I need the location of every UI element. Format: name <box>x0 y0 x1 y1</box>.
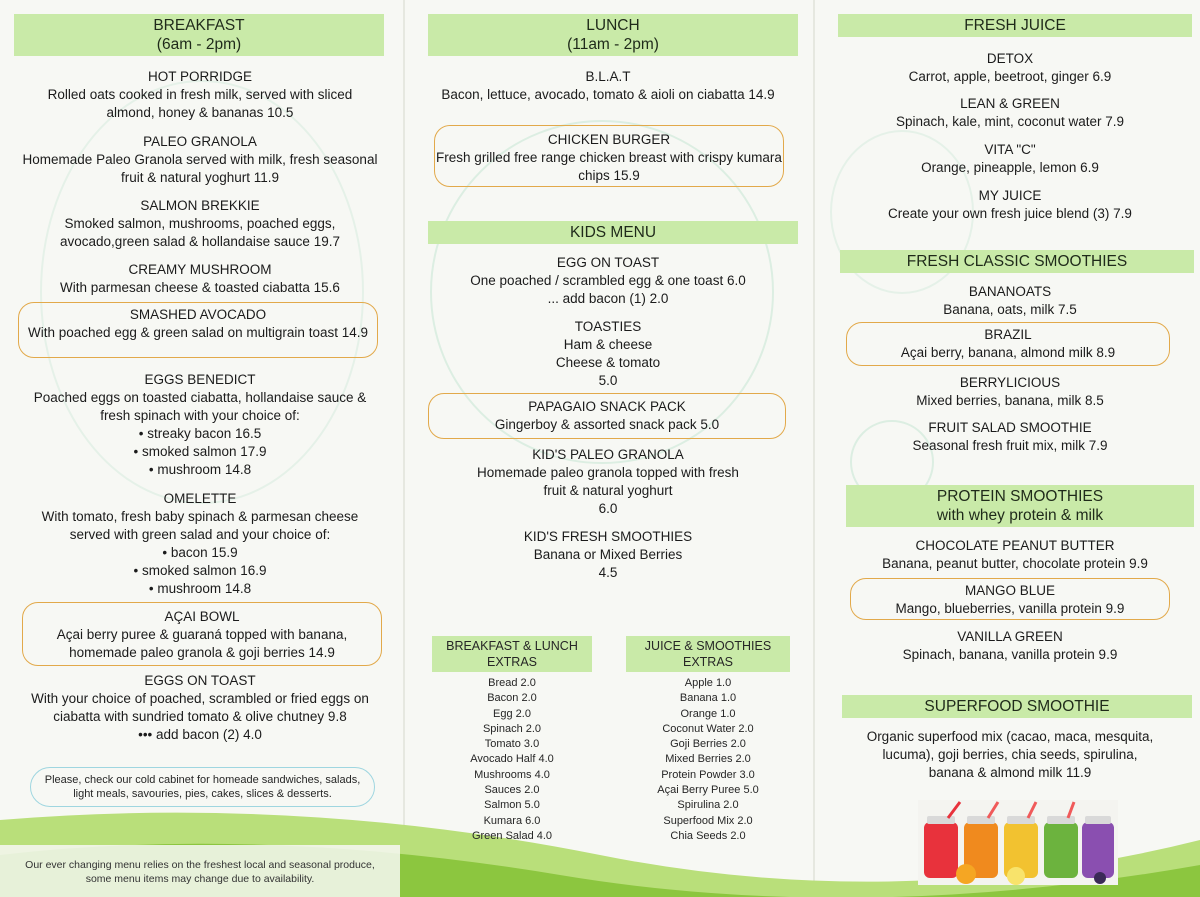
extra-item: Green Salad 4.0 <box>471 829 553 842</box>
menu-item <box>830 537 1200 573</box>
item-desc: Poached eggs on toasted ciabatta, hollandaise sauce & fresh spinach with your choice of: <box>33 390 367 423</box>
extra-item: Mushrooms 4.0 <box>474 768 550 781</box>
food-extras-header: BREAKFAST & LUNCH EXTRAS <box>432 636 592 672</box>
extra-item: Banana 1.0 <box>679 692 737 705</box>
menu-item-highlighted <box>22 602 382 666</box>
cold-cabinet-note: Please, check our cold cabinet for homeade sandwiches, salads, light meals, savouries, pies, cakes, slices & desserts. <box>30 767 375 807</box>
item-desc: Spinach, kale, mint, coconut water 7.9 <box>895 114 1125 129</box>
item-name: LEAN & GREEN <box>960 96 1060 111</box>
protein-header <box>846 485 1194 527</box>
item-name: AÇAI BOWL <box>164 609 240 624</box>
breakfast-panel <box>0 0 400 897</box>
kids-header <box>428 221 798 244</box>
menu-item <box>830 374 1190 410</box>
extra-item: Avocado Half 4.0 <box>470 753 554 766</box>
extra-item: Orange 1.0 <box>680 707 736 720</box>
item-name: BERRYLICIOUS <box>959 375 1061 390</box>
item-desc: Gingerboy & assorted snack pack 5.0 <box>494 417 720 432</box>
item-name: MY JUICE <box>978 188 1042 203</box>
item-line: Ham & cheese <box>563 337 653 352</box>
item-name: EGGS BENEDICT <box>144 372 256 387</box>
extra-item: Tomato 3.0 <box>484 738 540 751</box>
item-line: 5.0 <box>598 373 618 388</box>
item-name: KID'S PALEO GRANOLA <box>532 447 684 462</box>
menu-item-highlighted <box>434 125 784 187</box>
item-desc: One poached / scrambled egg & one toast 6.0 <box>470 273 746 288</box>
extra-item: Egg 2.0 <box>493 707 531 720</box>
item-desc: Create your own fresh juice blend (3) 7.9 <box>888 206 1132 221</box>
item-name: TOASTIES <box>574 319 642 334</box>
superfood-header <box>842 695 1192 718</box>
item-desc: Carrot, apple, beetroot, ginger 6.9 <box>908 69 1112 84</box>
extra-item: Bacon 2.0 <box>487 692 537 705</box>
menu-item-highlighted <box>850 578 1170 620</box>
item-desc: With tomato, fresh baby spinach & parmesan cheese served with green salad and your choice of: <box>41 509 359 542</box>
item-name: EGGS ON TOAST <box>144 673 256 688</box>
item-option: • mushroom 14.8 <box>148 581 252 596</box>
menu-item <box>830 141 1190 177</box>
menu-item <box>430 446 786 518</box>
item-desc: Bacon, lettuce, avocado, tomato & aioli on ciabatta 14.9 <box>441 87 775 102</box>
extra-item: Goji Berries 2.0 <box>670 738 746 751</box>
item-desc: Mango, blueberries, vanilla protein 9.9 <box>895 601 1125 616</box>
extra-item: Chia Seeds 2.0 <box>670 829 746 842</box>
item-name: HOT PORRIDGE <box>147 69 252 84</box>
menu-item <box>430 68 786 104</box>
menu-item <box>22 197 378 251</box>
lunch-kids-panel <box>410 0 810 897</box>
item-price: 4.5 <box>598 565 618 580</box>
menu-item <box>22 68 378 122</box>
item-name: KID'S FRESH SMOOTHIES <box>523 529 693 544</box>
drink-extras-list <box>626 676 790 844</box>
menu-item <box>22 490 378 598</box>
juice-header <box>838 14 1192 37</box>
food-extras-list <box>432 676 592 844</box>
item-desc: Rolled oats cooked in fresh milk, served with sliced almond, honey & bananas 10.5 <box>47 87 353 120</box>
item-option: • smoked salmon 17.9 <box>133 444 267 459</box>
lunch-title: LUNCH <box>586 17 640 34</box>
menu-item <box>22 261 378 297</box>
item-desc: Banana, peanut butter, chocolate protein 9.9 <box>882 556 1148 571</box>
item-name: CREAMY MUSHROOM <box>128 262 272 277</box>
menu-item-highlighted <box>846 322 1170 366</box>
lunch-hours: (11am - 2pm) <box>567 36 659 53</box>
menu-item <box>22 133 378 187</box>
footer-disclaimer: Our ever changing menu relies on the freshest local and seasonal produce, some menu items may change due to availability. <box>25 859 375 885</box>
extra-item: Coconut Water 2.0 <box>662 722 754 735</box>
item-desc: Açai berry, banana, almond milk 8.9 <box>900 345 1116 360</box>
item-name: OMELETTE <box>163 491 237 506</box>
item-extra: ... add bacon (1) 2.0 <box>547 291 669 306</box>
breakfast-hours: (6am - 2pm) <box>156 36 242 53</box>
item-option: ••• add bacon (2) 4.0 <box>138 727 262 742</box>
item-desc: Banana or Mixed Berries <box>533 547 683 562</box>
menu-item <box>830 187 1190 223</box>
item-desc: Orange, pineapple, lemon 6.9 <box>921 160 1099 175</box>
extra-item: Salmon 5.0 <box>484 799 540 812</box>
item-desc: With parmesan cheese & toasted ciabatta 15.6 <box>60 280 340 295</box>
menu-item-highlighted <box>18 302 378 358</box>
menu-item <box>830 628 1190 664</box>
fold-line <box>813 0 815 897</box>
classic-title: FRESH CLASSIC SMOOTHIES <box>906 253 1128 270</box>
menu-item <box>830 95 1190 131</box>
item-name: SALMON BREKKIE <box>140 198 260 213</box>
item-name: VITA "C" <box>984 142 1036 157</box>
menu-item <box>430 528 786 582</box>
item-name: BANANOATS <box>968 284 1052 299</box>
extra-item: Mixed Berries 2.0 <box>665 753 751 766</box>
item-name: DETOX <box>986 51 1034 66</box>
item-name: CHOCOLATE PEANUT BUTTER <box>915 538 1115 553</box>
menu-item-highlighted <box>428 393 786 439</box>
drink-extras-header: JUICE & SMOOTHIES EXTRAS <box>626 636 790 672</box>
smoothie-jars-icon <box>918 800 1118 885</box>
item-desc: Mixed berries, banana, milk 8.5 <box>916 393 1104 408</box>
breakfast-title: BREAKFAST <box>153 17 245 34</box>
item-option: • bacon 15.9 <box>162 545 238 560</box>
item-desc: With your choice of poached, scrambled or fried eggs on ciabatta with sundried tomato & olive chutney 9.8 <box>31 691 369 724</box>
extra-item: Spirulina 2.0 <box>677 799 739 812</box>
menu-item <box>430 254 786 308</box>
menu-item <box>830 419 1190 455</box>
item-option: • mushroom 14.8 <box>148 462 252 477</box>
menu-item <box>430 318 786 390</box>
menu-item <box>830 50 1190 86</box>
extra-item: Apple 1.0 <box>684 677 732 689</box>
drinks-panel <box>820 0 1200 897</box>
item-desc: Spinach, banana, vanilla protein 9.9 <box>902 647 1118 662</box>
item-price: 6.0 <box>598 501 618 516</box>
item-desc: Seasonal fresh fruit mix, milk 7.9 <box>912 438 1108 453</box>
item-desc: Organic superfood mix (cacao, maca, mesquita, lucuma), goji berries, chia seeds, spirulina, banana & almond milk 11.9 <box>866 729 1154 780</box>
extra-item: Spinach 2.0 <box>482 722 542 735</box>
item-desc: Homemade paleo granola topped with fresh fruit & natural yoghurt <box>477 465 739 498</box>
item-option: • smoked salmon 16.9 <box>133 563 267 578</box>
item-name: CHICKEN BURGER <box>547 132 671 147</box>
item-desc: Fresh grilled free range chicken breast with crispy kumara chips 15.9 <box>436 150 782 183</box>
item-name: SMASHED AVOCADO <box>129 307 267 322</box>
juice-title: FRESH JUICE <box>964 17 1066 34</box>
item-name: FRUIT SALAD SMOOTHIE <box>928 420 1092 435</box>
breakfast-header <box>14 14 384 56</box>
item-desc: With poached egg & green salad on multigrain toast 14.9 <box>28 325 368 340</box>
item-name: PALEO GRANOLA <box>143 134 257 149</box>
fold-line <box>403 0 405 897</box>
item-desc: Homemade Paleo Granola served with milk, fresh seasonal fruit & natural yoghurt 11.9 <box>22 152 378 185</box>
extra-item: Sauces 2.0 <box>484 784 540 797</box>
item-name: MANGO BLUE <box>964 583 1056 598</box>
item-option: • streaky bacon 16.5 <box>138 426 262 441</box>
extra-item: Protein Powder 3.0 <box>661 768 755 781</box>
extra-item: Kumara 6.0 <box>483 814 541 827</box>
extra-item: Bread 2.0 <box>488 677 536 689</box>
menu-item <box>830 283 1190 319</box>
item-name: PAPAGAIO SNACK PACK <box>528 399 686 414</box>
extra-item: Superfood Mix 2.0 <box>663 814 753 827</box>
lunch-header <box>428 14 798 56</box>
item-name: VANILLA GREEN <box>957 629 1063 644</box>
item-desc: Smoked salmon, mushrooms, poached eggs, avocado,green salad & hollandaise sauce 19.7 <box>60 216 340 249</box>
classic-header <box>840 250 1194 273</box>
kids-title: KIDS MENU <box>569 224 657 241</box>
menu-item <box>860 728 1160 782</box>
item-name: EGG ON TOAST <box>556 255 660 270</box>
item-name: BRAZIL <box>984 327 1032 342</box>
extra-item: Açai Berry Puree 5.0 <box>657 784 759 797</box>
item-name: B.L.A.T <box>585 69 631 84</box>
superfood-title: SUPERFOOD SMOOTHIE <box>924 698 1110 715</box>
protein-subtitle: with whey protein & milk <box>936 507 1104 524</box>
item-line: Cheese & tomato <box>555 355 661 370</box>
item-desc: Banana, oats, milk 7.5 <box>943 302 1077 317</box>
menu-item <box>22 371 378 479</box>
protein-title: PROTEIN SMOOTHIES <box>936 488 1104 505</box>
item-desc: Açai berry puree & guaraná topped with banana, homemade paleo granola & goji berries 14.9 <box>56 627 348 660</box>
menu-item <box>18 672 382 744</box>
